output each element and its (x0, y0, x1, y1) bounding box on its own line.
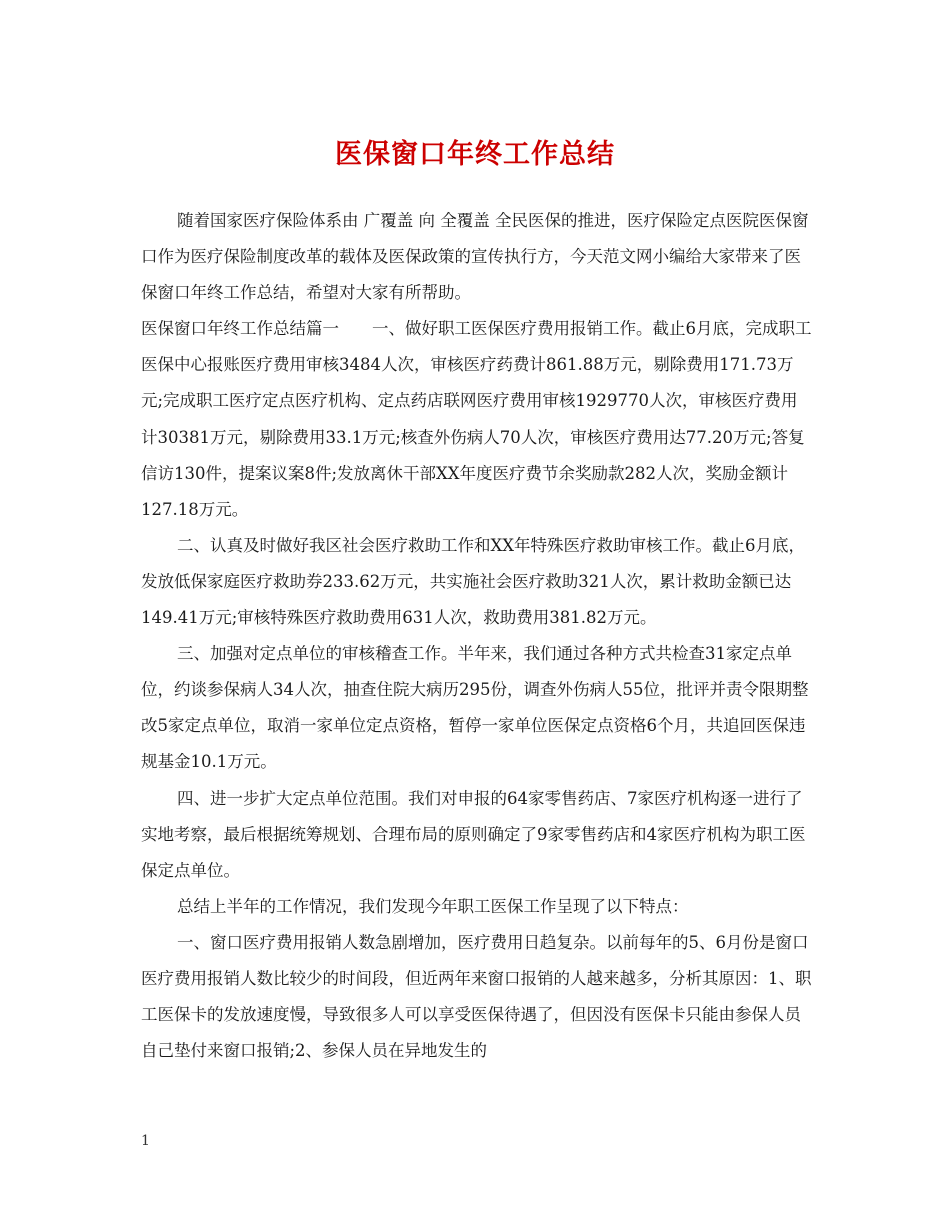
paragraph-section-2: 二、认真及时做好我区社会医疗救助工作和XX年特殊医疗救助审核工作。截止6月底，发放低保家庭医疗救助券233.62万元，共实施社会医疗救助321人次，累计救助金额已达149.41万元;审核特殊医疗救助费用631人次，救助费用381.82万元。 (141, 535, 805, 628)
document-body (141, 203, 813, 1069)
page-number: 1 (141, 1133, 150, 1149)
paragraph-section-3: 三、加强对定点单位的审核稽查工作。半年来，我们通过各种方式共检查31家定点单位，约谈参保病人34人次，抽查住院大病历295份，调查外伤病人55位，批评并责令限期整改5家定点单位，取消一家单位定点资格，暂停一家单位医保定点资格6个月，共追回医保违规基金10.1万元。 (141, 644, 809, 772)
paragraph-section-1: 医保窗口年终工作总结篇一 一、做好职工医保医疗费用报销工作。截止6月底，完成职工医保中心报账医疗费用审核3484人次，审核医疗药费计861.88万元，剔除费用171.73万元;完成职工医疗定点医疗机构、定点药店联网医疗费用审核1929770人次，审核医疗费用计30381万元，剔除费用33.1万元;核查外伤病人70人次，审核医疗费用达77.20万元;答复信访130件，提案议案8件;发放离休干部XX年度医疗费节余奖励款282人次，奖励金额计127.18万元。 (141, 319, 812, 519)
paragraph-section-4: 四、进一步扩大定点单位范围。我们对申报的64家零售药店、7家医疗机构逐一进行了实地考察，最后根据统筹规划、合理布局的原则确定了9家零售药店和4家医疗机构为职工医保定点单位。 (141, 788, 806, 880)
paragraph-intro: 随着国家医疗保险体系由 广覆盖 向 全覆盖 全民医保的推进，医疗保险定点医院医保窗口作为医疗保险制度改革的载体及医保政策的宣传执行方，今天范文网小编给大家带来了医保窗口年终工作总结，希望对大家有所帮助。 (141, 211, 809, 303)
document-title: 医保窗口年终工作总结 (335, 139, 615, 170)
paragraph-summary: 总结上半年的工作情况，我们发现今年职工医保工作呈现了以下特点： (177, 896, 689, 916)
paragraph-feature-1: 一、窗口医疗费用报销人数急剧增加，医疗费用日趋复杂。以前每年的5、6月份是窗口医疗费用报销人数比较少的时间段，但近两年来窗口报销的人越来越多，分析其原因：1、职工医保卡的发放速度慢，导致很多人可以享受医保待遇了，但因没有医保卡只能由参保人员自己垫付来窗口报销;2、参保人员在异地发生的 (141, 932, 812, 1061)
